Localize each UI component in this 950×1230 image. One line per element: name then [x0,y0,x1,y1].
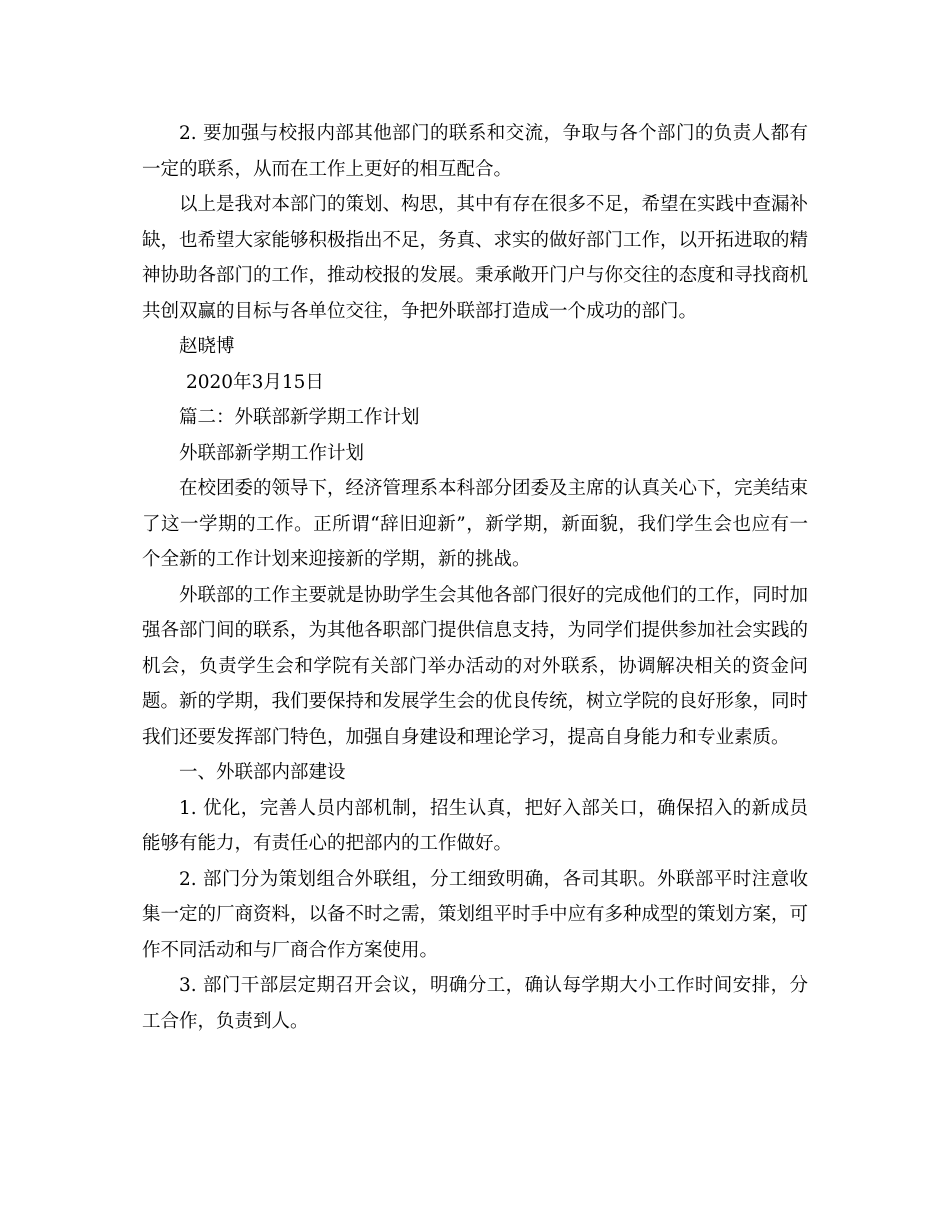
section-heading-internal-building: 一、外联部内部建设 [179,762,346,783]
paragraph-introduction: 在校团委的领导下，经济管理系本科部分团委及主席的认真关心下，完美结束了这一学期的工作。正所谓“辞旧迎新”，新学期，新面貌，我们学生会也应有一个全新的工作计划来迎接新的学期，新的挑战。 [142,478,809,570]
list-item-1: 1. 优化，完善人员内部机制，招生认真，把好入部关口，确保招入的新成员能够有能力，有责任心的把部内的工作做好。 [142,797,808,854]
document-page [142,116,808,1039]
list-item-3: 3. 部门干部层定期召开会议，明确分工，确认每学期大小工作时间安排，分工合作，负责到人。 [142,975,808,1032]
document-title: 外联部新学期工作计划 [179,442,365,464]
section-heading-part-two: 篇二：外联部新学期工作计划 [179,407,420,428]
author-signature: 赵晓博 [179,336,235,357]
signature-date: 2020年3月15日 [186,371,324,393]
list-item-2: 2. 部门分为策划组合外联组，分工细致明确，各司其职。外联部平时注意收集一定的厂商资料，以备不时之需，策划组平时手中应有多种成型的策划方案，可作不同活动和与厂商合作方案使用。 [142,868,809,961]
paragraph-liaison-cooperation: 2. 要加强与校报内部其他部门的联系和交流，争取与各个部门的负责人都有一定的联系，从而在工作上更好的相互配合。 [142,123,808,180]
paragraph-department-role: 外联部的工作主要就是协助学生会其他各部门很好的完成他们的工作，同时加强各部门间的联系，为其他各职部门提供信息支持，为同学们提供参加社会实践的机会，负责学生会和学院有关部门举办活动的对外联系，协调解决相关的资金问题。新的学期，我们要保持和发展学生会的优良传统，树立学院的良好形象，同时我们还要发挥部门特色，加强自身建设和理论学习，提高自身能力和专业素质。 [142,584,809,748]
paragraph-closing-remarks: 以上是我对本部门的策划、构思，其中有存在很多不足，希望在实践中查漏补缺，也希望大家能够积极指出不足，务真、求实的做好部门工作，以开拓进取的精神协助各部门的工作，推动校报的发展。秉承敞开门户与你交往的态度和寻找商机共创双赢的目标与各单位交往，争把外联部打造成一个成功的部门。 [142,194,809,322]
